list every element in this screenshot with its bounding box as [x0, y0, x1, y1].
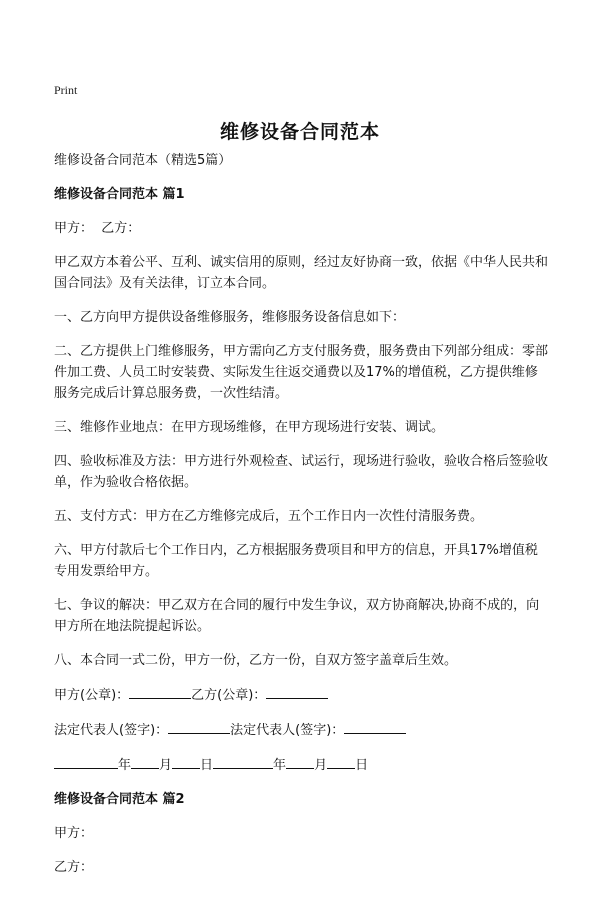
- month-label-2: 月: [314, 758, 328, 773]
- document-body: [54, 150, 550, 878]
- clause-6: 六、甲方付款后七个工作日内，乙方根据服务费项目和甲方的信息，开具17%增值税专用发票给甲方。: [54, 543, 538, 579]
- party-a-seal-blank: [129, 684, 191, 699]
- party-b-seal-blank: [266, 684, 328, 699]
- date-a-year-blank: [54, 754, 118, 769]
- party-b-seal-label: 乙方(公章)：: [191, 688, 267, 703]
- clause-7: 七、争议的解决：甲乙双方在合同的履行中发生争议，双方协商解决,协商不成的，向甲方所在地法院提起诉讼。: [54, 598, 540, 634]
- rep-a-label: 法定代表人(签字)：: [54, 723, 169, 738]
- clause-8: 八、本合同一式二份，甲方一份，乙方一份，自双方签字盖章后生效。: [54, 653, 458, 668]
- clause-4: 四、验收标准及方法：甲方进行外观检查、试运行，现场进行验收，验收合格后签验收单，作为验收合格依据。: [54, 454, 549, 490]
- clause-2: 二、乙方提供上门维修服务，甲方需向乙方支付服务费，服务费由下列部分组成：零部件加工费、人员工时安装费、实际发生往返交通费以及17%的增值税，乙方提供维修服务完成后计算总服务费，一次性结清。: [54, 344, 549, 401]
- date-b-year-blank: [213, 754, 273, 769]
- year-label-2: 年: [273, 758, 287, 773]
- rep-a-blank: [168, 719, 230, 734]
- print-link[interactable]: Print: [54, 83, 78, 97]
- page-title: 维修设备合同范本: [219, 121, 380, 143]
- year-label: 年: [118, 758, 132, 773]
- clause-1: 一、乙方向甲方提供设备维修服务，维修服务设备信息如下：: [54, 310, 406, 325]
- date-a-month-blank: [131, 754, 159, 769]
- section2-party-a: 甲方：: [54, 826, 94, 841]
- month-label: 月: [159, 758, 173, 773]
- intro-paragraph: 甲乙双方本着公平、互利、诚实信用的原则，经过友好协商一致，依据《中华人民共和国合同法》及有关法律，订立本合同。: [54, 255, 549, 291]
- seal-line: [54, 684, 550, 706]
- rep-b-label: 法定代表人(签字)：: [230, 723, 345, 738]
- rep-b-blank: [344, 719, 406, 734]
- clause-3: 三、维修作业地点：在甲方现场维修，在甲方现场进行安装、调试。: [54, 420, 445, 435]
- parties-line: 甲方： 乙方：: [54, 221, 141, 236]
- date-line: [54, 754, 550, 776]
- clause-5: 五、支付方式：甲方在乙方维修完成后，五个工作日内一次性付清服务费。: [54, 509, 484, 524]
- day-label: 日: [200, 758, 214, 773]
- section-heading-1: 维修设备合同范本 篇1: [54, 187, 185, 202]
- document-subtitle: 维修设备合同范本（精选5篇）: [54, 153, 232, 168]
- date-b-month-blank: [286, 754, 314, 769]
- day-label-2: 日: [355, 758, 369, 773]
- representative-line: [54, 719, 550, 741]
- date-b-day-blank: [327, 754, 355, 769]
- section2-party-b: 乙方：: [54, 860, 94, 875]
- date-a-day-blank: [172, 754, 200, 769]
- party-a-seal-label: 甲方(公章)：: [54, 688, 130, 703]
- section-heading-2: 维修设备合同范本 篇2: [54, 792, 185, 807]
